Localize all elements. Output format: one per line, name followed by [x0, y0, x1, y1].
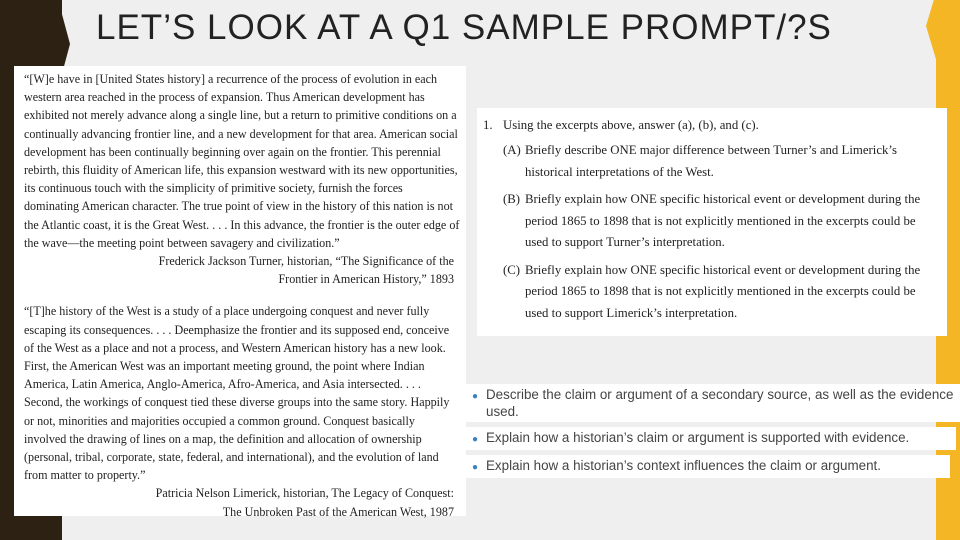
question-part-a — [503, 140, 939, 183]
question-panel — [477, 108, 947, 336]
question-part-text: Briefly explain how ONE specific historical event or development during the period 1865 to 1898 that is not explicitly mentioned in the excerpts could be used to support Turner’s interpretation. — [525, 192, 921, 249]
question-part-letter: (B) — [503, 192, 521, 206]
list-item — [466, 455, 950, 478]
turner-attribution-line2: Frontier in American History,” 1893 — [278, 272, 454, 287]
slide-title: LET’S LOOK AT A Q1 SAMPLE PROMPT/?S — [96, 8, 832, 47]
limerick-excerpt: “[T]he history of the West is a study of a place undergoing conquest and never fully escaping its consequences. . . . Deemphasize the frontier and its supposed end, conceive of the West as a place and not a process, and Western American history has a new look. First, the American West was an important meeting ground, the point where Indian America, Latin America, Anglo-America, Afro-America, and Asia intersected. . . . Second, the workings of conquest tied these diverse groups into the same story. Happily or not, minorities and majorities occupied a common ground. Conquest basically involved the drawing of lines on a map, the definition and allocation of ownership (personal, tribal, corporate, state, federal, and international), and the evolution of land from matter to property.” — [24, 304, 450, 483]
excerpts-panel — [14, 66, 466, 519]
limerick-attribution-line1: Patricia Nelson Limerick, historian, The Legacy of Conquest: — [155, 486, 454, 501]
question-part-c — [503, 260, 939, 325]
question-part-letter: (A) — [503, 143, 521, 157]
question-part-text: Briefly describe ONE major difference between Turner’s and Limerick’s historical interpretations of the West. — [525, 143, 897, 179]
list-item — [466, 384, 960, 422]
limerick-attribution-line2: The Unbroken Past of the American West, 1987 — [222, 504, 454, 519]
bullet-text: Describe the claim or argument of a secondary source, as well as the evidence used. — [486, 387, 954, 419]
skills-bullet-list — [466, 384, 960, 483]
bullet-text: Explain how a historian’s claim or argument is supported with evidence. — [486, 430, 910, 445]
bullet-dot-icon: ● — [472, 462, 479, 473]
right-band-notch — [926, 0, 938, 66]
bullet-dot-icon: ● — [472, 434, 479, 445]
turner-excerpt: “[W]e have in [United States history] a recurrence of the process of evolution in each western area reached in the process of expansion. Thus American development has exhibited not merely advance along a single line, but a return to primitive conditions on a continually advancing frontier line, and a new development for that area. American social development has been continually beginning over again on the frontier. This perennial rebirth, this fluidity of American life, this expansion westward with its new opportunities, its continuous touch with the simplicity of primitive society, furnish the forces dominating American character. The true point of view in the history of this nation is not the Atlantic coast, it is the Great West. . . . In this advance, the frontier is the outer edge of the wave—the meeting point between savagery and civilization.” — [24, 72, 460, 250]
bullet-text: Explain how a historian’s context influences the claim or argument. — [486, 458, 881, 473]
question-prompt: Using the excerpts above, answer (a), (b), and (c). — [503, 118, 759, 132]
question-number: 1. — [483, 118, 493, 132]
question-part-text: Briefly explain how ONE specific historical event or development during the period 1865 to 1898 that is not explicitly mentioned in the excerpts could be used to support Limerick’s interpretation. — [525, 262, 921, 320]
turner-attribution-line1: Frederick Jackson Turner, historian, “The Significance of the — [158, 254, 454, 269]
question-prompt-row — [483, 116, 939, 134]
question-part-b — [503, 189, 939, 254]
question-part-letter: (C) — [503, 262, 521, 277]
bullet-dot-icon: ● — [472, 391, 479, 402]
list-item — [466, 427, 956, 450]
